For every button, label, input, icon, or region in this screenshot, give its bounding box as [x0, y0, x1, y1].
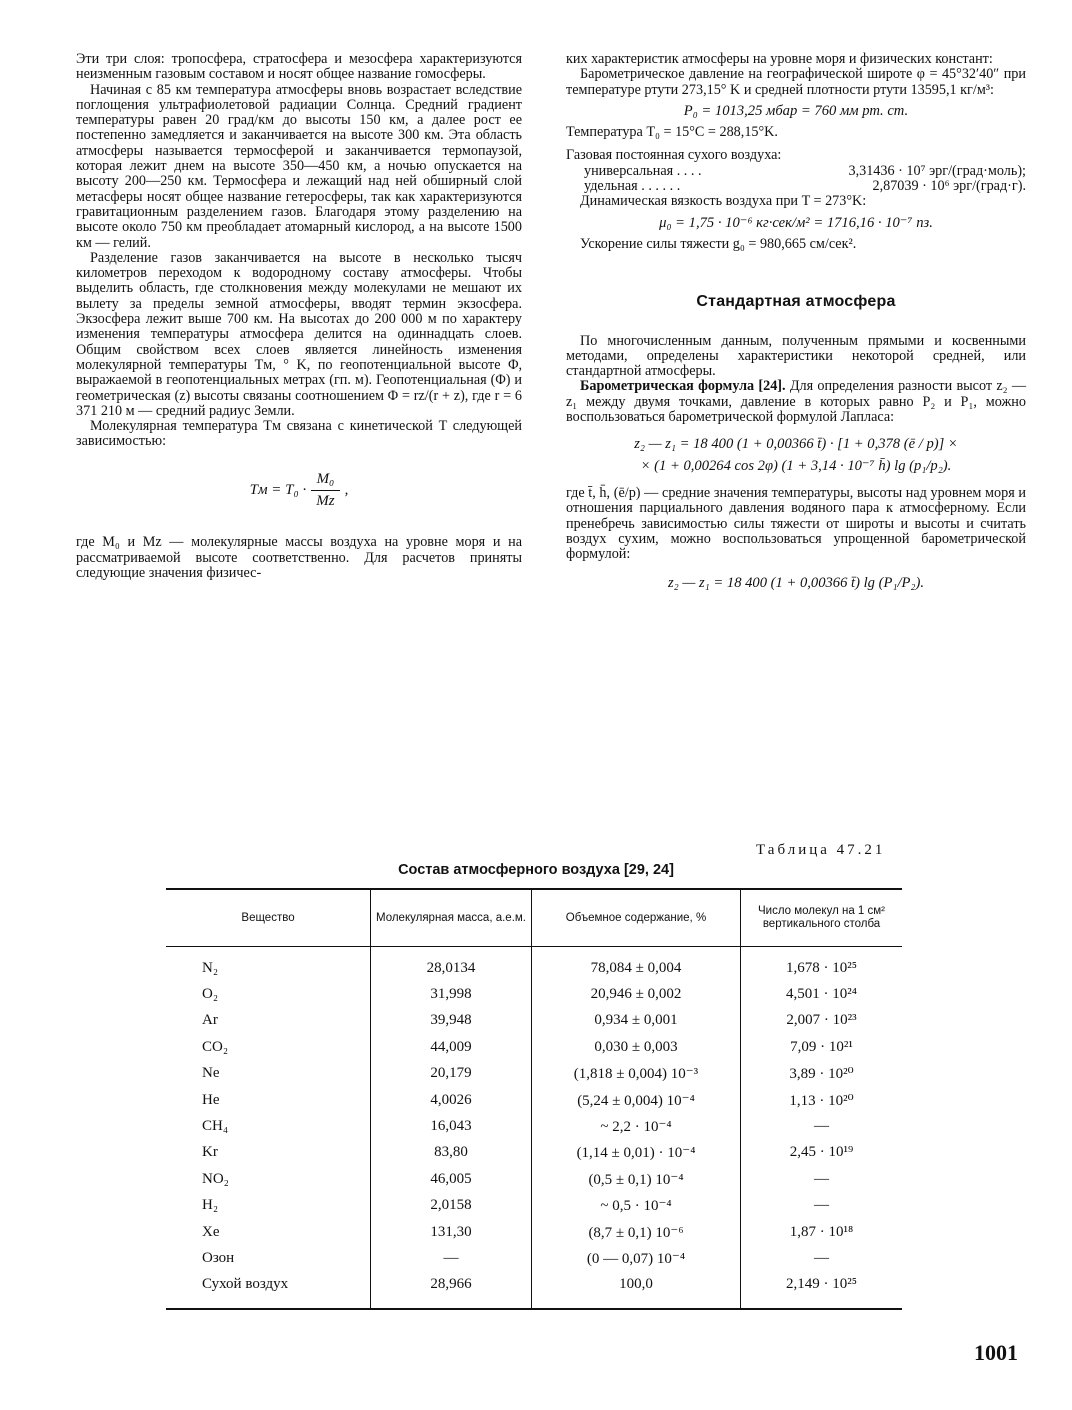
cell-substance: CO₂ [202, 1038, 229, 1055]
cell-volume: ~ 2,2 · 10⁻⁴ [532, 1113, 741, 1139]
cell-mass: 4,0026 [371, 1087, 532, 1113]
formula-molecular-temperature [76, 472, 522, 510]
paragraph-molecular-temperature: Молекулярная температура Tм связана с кинетической T следующей зависимостью: [76, 418, 522, 450]
cell-mass: 31,998 [371, 981, 532, 1007]
formula-mu0: μ₀ = 1,75 · 10⁻⁶ кг·сек/м² = 1716,16 · 10⁻⁷ пз. [659, 214, 933, 231]
gas-constant-universal-value: 3,31436 · 10⁷ эрг/(град·моль); [848, 162, 1026, 179]
cell-count: 1,678 · 10²⁵ [741, 947, 903, 982]
paragraph-exosphere: Разделение газов заканчивается на высоте в несколько тысяч километров переходом к водородному составу атмосферы. Чтобы выделить область, где столкновения между молекулами не мешают их вылету за пределы земной атмосферы, вводят термин экзосфера. Экзосфера лежит выше 700 км. На высотах до 200 000 м по характеру изменения температуры атмосфера делится на одиннадцать слоев. Общим свойством всех слоев является линейность изменения молекулярной температуры Tм, ° K, по геопотенциальной высоте Φ, выражаемой в геопотенциальных метрах (гп. м). Геопотенциальная (Φ) и геометрическая (z) высоты связаны соотношением Φ = rz/(r + z), где r = 6 371 210 м — средний радиус Земли. [76, 249, 522, 419]
cell-volume: (0,5 ± 0,1) 10⁻⁴ [532, 1166, 741, 1192]
table-row [166, 1034, 902, 1060]
cell-count: — [741, 1245, 903, 1271]
cell-substance: Xe [202, 1223, 220, 1240]
cell-substance: Ne [202, 1065, 220, 1082]
cell-substance: Ar [202, 1012, 218, 1029]
cell-count: — [741, 1193, 903, 1219]
cell-mass: 39,948 [371, 1008, 532, 1034]
gas-constant-universal-label: универсальная . . . . [584, 162, 702, 179]
page-number: 1001 [974, 1340, 1018, 1365]
gas-constant-universal [566, 164, 1026, 179]
gravity-acceleration: Ускорение силы тяжести g₀ = 980,665 см/сек². [580, 235, 857, 252]
cell-count: — [741, 1113, 903, 1139]
gas-constant-specific [566, 179, 1026, 194]
cell-mass: 28,966 [371, 1272, 532, 1309]
cell-count: 3,89 · 10²⁰ [741, 1061, 903, 1087]
cell-substance: O₂ [202, 986, 219, 1003]
cell-substance: He [202, 1091, 220, 1108]
paragraph-molecular-masses: где M₀ и Mz — молекулярные массы воздуха на уровне моря и на рассматриваемой высоте соответственно. Для расчетов приняты следующие значения физичес- [76, 534, 522, 581]
formula-laplace-line-1: z₂ — z₁ = 18 400 (1 + 0,00366 t̄) · [1 + 0,378 (ē / p)] × [634, 436, 958, 453]
formula-tm-lhs: Tм = T₀ · [249, 481, 307, 498]
paragraph-standard-atmosphere: По многочисленным данным, полученным прямыми и косвенными методами, определены характеристики некоторой средней, или стандартной атмосферы. [566, 332, 1026, 380]
header-molecular-mass: Молекулярная масса, а.е.м. [371, 889, 532, 947]
cell-mass: 2,0158 [371, 1193, 532, 1219]
composition-table [166, 888, 902, 1310]
header-volume-content: Объемное содержание, % [532, 889, 741, 947]
formula-p0: P₀ = 1013,25 мбар = 760 мм рт. ст. [683, 102, 909, 119]
table-title: Состав атмосферного воздуха [29, 24] [398, 862, 674, 878]
right-column [566, 52, 1026, 598]
cell-substance: Kr [202, 1144, 218, 1161]
cell-volume: 78,084 ± 0,004 [532, 947, 741, 982]
cell-count: 1,87 · 10¹⁸ [741, 1219, 903, 1245]
cell-mass: 16,043 [371, 1113, 532, 1139]
cell-substance: H₂ [202, 1197, 219, 1214]
paragraph-homosphere: Эти три слоя: тропосфера, стратосфера и мезосфера характеризуются неизменным газовым составом и носят общее название гомосферы. [76, 51, 522, 83]
paragraph-barometric-pressure: Барометрическое давление на географической широте φ = 45°32′40″ при температуре ртути 273,15° K и средней плотности ртути 13595,1 кг/м³: [566, 66, 1026, 98]
cell-substance: CH₄ [202, 1118, 229, 1135]
barometric-formula-title: Барометрическая формула [24]. [580, 378, 786, 395]
cell-volume: 0,030 ± 0,003 [532, 1034, 741, 1060]
header-substance: Вещество [166, 889, 371, 947]
cell-mass: 28,0134 [371, 947, 532, 982]
left-column [76, 52, 522, 581]
cell-volume: 20,946 ± 0,002 [532, 981, 741, 1007]
table-row [166, 1113, 902, 1139]
gas-constant-specific-label: удельная . . . . . . [584, 178, 681, 195]
table-row [166, 1008, 902, 1034]
formula-tm-tail: , [344, 481, 349, 498]
section-heading: Стандартная атмосфера [696, 293, 896, 311]
paragraph-barometric-formula [566, 379, 1026, 425]
cell-volume: (0 — 0,07) 10⁻⁴ [532, 1245, 741, 1271]
formula-laplace-line-2: × (1 + 0,00264 cos 2φ) (1 + 3,14 · 10⁻⁷ h̄) lg (p₁/p₂). [640, 457, 952, 474]
gas-constant-specific-value: 2,87039 · 10⁶ эрг/(град·г). [872, 178, 1026, 195]
table-label: Таблица 47.21 [756, 842, 886, 858]
table-row [166, 1272, 902, 1309]
table-row [166, 1140, 902, 1166]
table-row [166, 1245, 902, 1271]
paragraph-thermosphere: Начиная с 85 км температура атмосферы вновь возрастает вследствие поглощения ультрафиолетовой радиации Солнца. Средний градиент температуры равен 20 град/км до высоты 150 км, а далее рост ее постепенно замедляется и заканчивается на высоте 300 км. Эта область атмосферы называется термосферой и заканчивается термопаузой, которая лежит днем на высоте 350—450 км, а ночью опускается на высоту 200—250 км. Термосфера и лежащий над ней обширный слой метасферы носят общее название гетеросферы, так как характеризуются гравитационным разделением газов. Благодаря этому разделению на высоте около 750 км преобладает атомарный кислород, а на высоте 1500 км — гелий. [76, 81, 522, 251]
cell-volume: (5,24 ± 0,004) 10⁻⁴ [532, 1087, 741, 1113]
formula-tm-numerator: M₀ [311, 472, 341, 491]
table-header-row [166, 889, 902, 947]
cell-substance: NO₂ [202, 1170, 229, 1187]
table-row [166, 1166, 902, 1192]
formula-simplified: z₂ — z₁ = 18 400 (1 + 0,00366 t̄) lg (P₁/P₂). [667, 575, 925, 592]
paragraph-where: где t̄, h̄, (ē/p) — средние значения температуры, высоты над уровнем моря и отношения парциального давления водяного пара к атмосферному. Если пренебречь зависимостью силы тяжести от широты и высоты и считать воздух сухим, можно воспользоваться упрощенной барометрической формулой: [566, 484, 1026, 563]
paragraph-constants-intro: ких характеристик атмосферы на уровне моря и физических констант: [566, 51, 993, 67]
cell-mass: 44,009 [371, 1034, 532, 1060]
cell-count: — [741, 1166, 903, 1192]
cell-volume: (8,7 ± 0,1) 10⁻⁶ [532, 1219, 741, 1245]
cell-mass: 46,005 [371, 1166, 532, 1192]
cell-count: 2,45 · 10¹⁹ [741, 1140, 903, 1166]
barometric-formula-text: Для определения разности высот z₂ — z₁ между двумя точками, давление в которых равно P₂ и P₁, можно воспользоваться барометрической формулой Лапласа: [566, 378, 1027, 426]
table-row [166, 981, 902, 1007]
header-molecule-count: Число молекул на 1 см² вертикального столба [741, 889, 903, 947]
table-row [166, 1219, 902, 1245]
formula-tm-denominator: Mz [316, 493, 335, 510]
cell-count: 2,149 · 10²⁵ [741, 1272, 903, 1309]
cell-volume: 100,0 [532, 1272, 741, 1309]
table-row [166, 947, 902, 982]
cell-mass: 131,30 [371, 1219, 532, 1245]
cell-substance: Сухой воздух [202, 1276, 289, 1293]
cell-volume: 0,934 ± 0,001 [532, 1008, 741, 1034]
formula-tm-fraction [310, 472, 340, 510]
cell-mass: — [371, 1245, 532, 1271]
table-row [166, 1061, 902, 1087]
cell-mass: 83,80 [371, 1140, 532, 1166]
cell-substance: N₂ [202, 959, 219, 976]
table-row [166, 1087, 902, 1113]
cell-count: 4,501 · 10²⁴ [741, 981, 903, 1007]
cell-volume: (1,818 ± 0,004) 10⁻³ [532, 1061, 741, 1087]
gas-constant-title: Газовая постоянная сухого воздуха: [566, 147, 782, 164]
table-row [166, 1193, 902, 1219]
cell-count: 1,13 · 10²⁰ [741, 1087, 903, 1113]
cell-mass: 20,179 [371, 1061, 532, 1087]
cell-substance: Озон [202, 1249, 235, 1266]
cell-volume: ~ 0,5 · 10⁻⁴ [532, 1193, 741, 1219]
viscosity-title: Динамическая вязкость воздуха при T = 273°K: [580, 193, 867, 210]
cell-count: 2,007 · 10²³ [741, 1008, 903, 1034]
cell-volume: (1,14 ± 0,01) · 10⁻⁴ [532, 1140, 741, 1166]
cell-count: 7,09 · 10²¹ [741, 1034, 903, 1060]
temperature-t0: Температура T₀ = 15°C = 288,15°K. [566, 124, 778, 141]
